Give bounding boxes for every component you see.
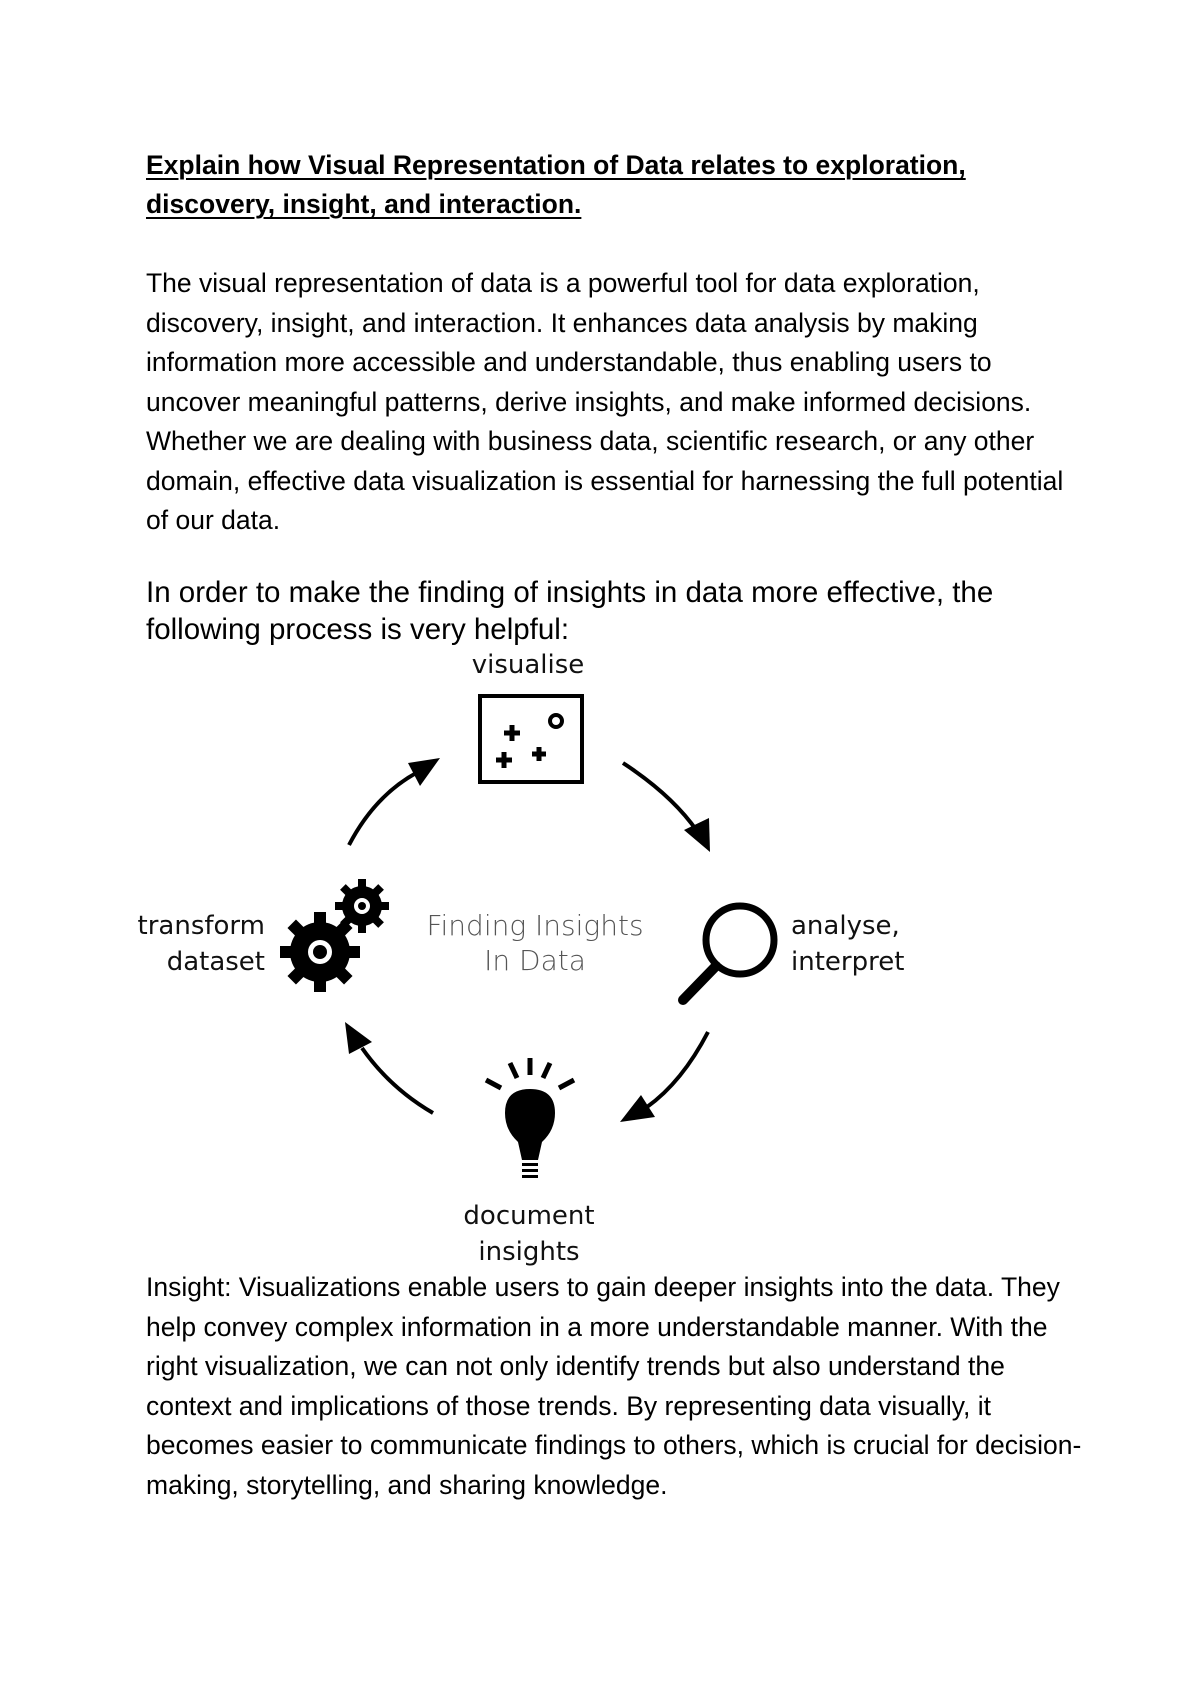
process-lead: In order to make the finding of insights in data more effective, the following process is very helpful:: [146, 576, 994, 646]
arrow-document-to-transform: [345, 1022, 433, 1113]
arrow-transform-to-visualise: [349, 758, 440, 845]
analyse-label-line1: analyse,: [791, 911, 900, 941]
arrow-visualise-to-analyse: [623, 763, 710, 852]
insight-paragraph: Insight: Visualizations enable users to gain deeper insights into the data. They help convey complex information in a more understandable manner. With the right visualization, we can not only identify trends but also understand the context and implications of those trends. By representing data visually, it becomes easier to communicate findings to others, which is crucial for decision-making, storytelling, and sharing knowledge.: [146, 1272, 1082, 1500]
gears-icon: [280, 879, 389, 992]
visualise-label: visualise: [471, 650, 585, 680]
center-label-line2: In Data: [484, 944, 586, 977]
document-label-line1: document: [463, 1201, 595, 1231]
lightbulb-icon: [486, 1058, 574, 1178]
intro-paragraph: The visual representation of data is a powerful tool for data exploration, discovery, insight, and interaction. It enhances data analysis by making information more accessible and understandable, thus enabling users to uncover meaningful patterns, derive insights, and make informed decisions. Whether we are dealing with business data, scientific research, or any other domain, effective data visualization is essential for harnessing the full potential of our data.: [146, 268, 1064, 535]
transform-label-line1: transform: [137, 911, 265, 941]
analyse-label-line2: interpret: [791, 947, 905, 977]
transform-label-line2: dataset: [166, 947, 265, 977]
magnifier-icon: [683, 906, 774, 1000]
document-label-line2: insights: [478, 1237, 580, 1267]
page-title: Explain how Visual Representation of Data relates to exploration, discovery, insight, and interaction.: [146, 150, 966, 219]
scatter-plot-icon: [480, 696, 582, 782]
arrow-analyse-to-document: [620, 1032, 708, 1122]
center-label-line1: Finding Insights: [426, 909, 644, 942]
